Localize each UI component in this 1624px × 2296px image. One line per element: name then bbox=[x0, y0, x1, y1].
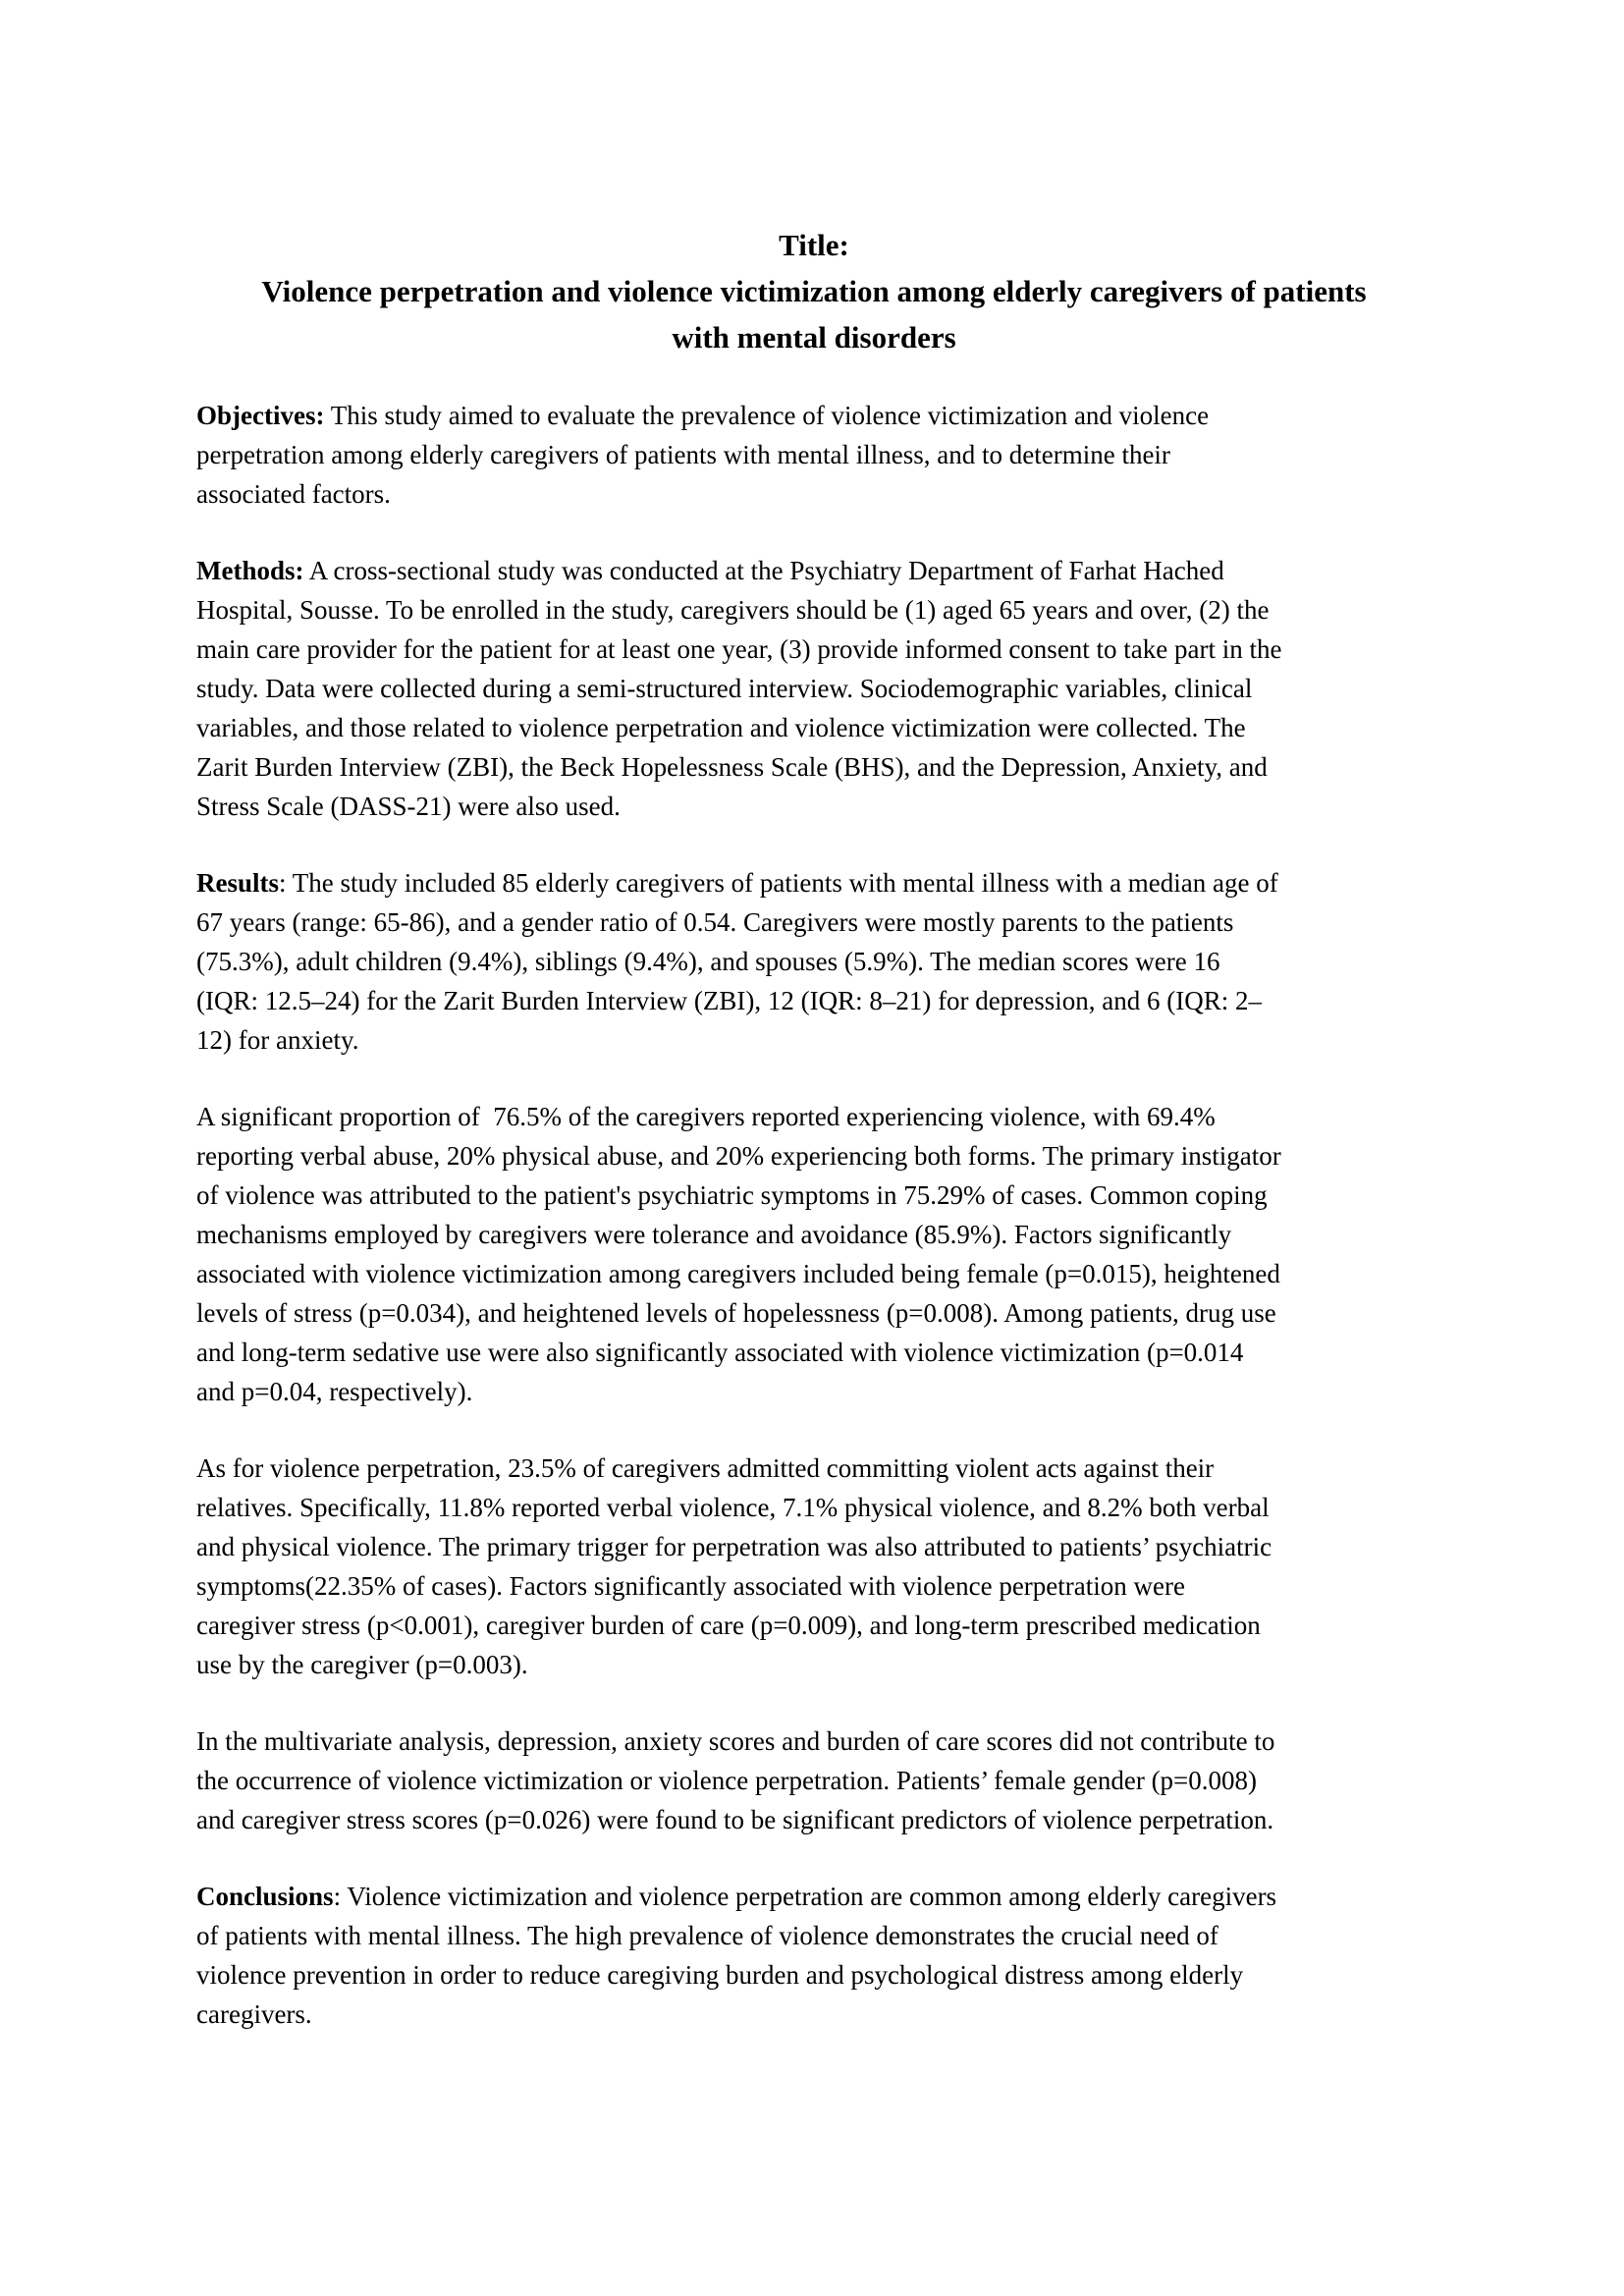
paragraph bbox=[196, 1097, 1432, 1411]
section-label: Conclusions bbox=[196, 1882, 334, 1911]
section-label: Results bbox=[196, 868, 280, 898]
abstract-body bbox=[196, 396, 1432, 2034]
text-line: study. Data were collected during a semi-structured interview. Sociodemographic variables, clinical bbox=[196, 674, 1253, 703]
abstract-content bbox=[196, 222, 1432, 2071]
text-line: 67 years (range: 65-86), and a gender ratio of 0.54. Caregivers were mostly parents to the patients bbox=[196, 907, 1234, 937]
text-line: and physical violence. The primary trigger for perpetration was also attributed to patients’ psychiatric bbox=[196, 1532, 1272, 1561]
text-line: Hospital, Sousse. To be enrolled in the study, caregivers should be (1) aged 65 years and over, (2) the bbox=[196, 595, 1270, 625]
text-line: levels of stress (p=0.034), and heightened levels of hopelessness (p=0.008). Among patients, drug use bbox=[196, 1298, 1276, 1328]
title-block bbox=[196, 222, 1432, 360]
text-line: Conclusions: Violence victimization and violence perpetration are common among elderly caregivers bbox=[196, 1882, 1277, 1911]
text-line: and long-term sedative use were also significantly associated with violence victimization (p=0.014 bbox=[196, 1338, 1244, 1367]
text-line: relatives. Specifically, 11.8% reported verbal violence, 7.1% physical violence, and 8.2% both verbal bbox=[196, 1493, 1270, 1522]
text-line: use by the caregiver (p=0.003). bbox=[196, 1650, 528, 1679]
title-line: Title: bbox=[779, 228, 849, 262]
text-line: caregivers. bbox=[196, 1999, 312, 2029]
paragraph bbox=[196, 1722, 1432, 1839]
text-line: and caregiver stress scores (p=0.026) were found to be significant predictors of violence perpetration. bbox=[196, 1805, 1274, 1834]
text-line: (75.3%), adult children (9.4%), siblings (9.4%), and spouses (5.9%). The median scores were 16 bbox=[196, 947, 1220, 976]
title-line: with mental disorders bbox=[672, 320, 956, 355]
text-line: A significant proportion of 76.5% of the caregivers reported experiencing violence, with 69.4% bbox=[196, 1102, 1216, 1131]
text-line: symptoms(22.35% of cases). Factors significantly associated with violence perpetration were bbox=[196, 1571, 1185, 1601]
text-line: caregiver stress (p<0.001), caregiver burden of care (p=0.009), and long-term prescribed medication bbox=[196, 1611, 1261, 1640]
text-line: the occurrence of violence victimization or violence perpetration. Patients’ female gender (p=0.008) bbox=[196, 1766, 1258, 1795]
text-line: associated with violence victimization among caregivers included being female (p=0.015), heightened bbox=[196, 1259, 1280, 1288]
section-label: Objectives: bbox=[196, 401, 325, 430]
text-line: Results: The study included 85 elderly caregivers of patients with mental illness with a median age of bbox=[196, 868, 1278, 898]
text-line: of patients with mental illness. The high prevalence of violence demonstrates the crucial need of bbox=[196, 1921, 1218, 1950]
paragraph bbox=[196, 1449, 1432, 1684]
paragraph bbox=[196, 863, 1432, 1060]
text-line: perpetration among elderly caregivers of patients with mental illness, and to determine their bbox=[196, 440, 1170, 469]
text-line: mechanisms employed by caregivers were tolerance and avoidance (85.9%). Factors significantly bbox=[196, 1220, 1232, 1249]
text-line: and p=0.04, respectively). bbox=[196, 1377, 473, 1406]
text-line: reporting verbal abuse, 20% physical abuse, and 20% experiencing both forms. The primary instigator bbox=[196, 1141, 1281, 1171]
paragraph bbox=[196, 396, 1432, 514]
paragraph bbox=[196, 551, 1432, 826]
title-line: Violence perpetration and violence victimization among elderly caregivers of patients bbox=[261, 274, 1367, 308]
paragraph bbox=[196, 1877, 1432, 2034]
text-line: violence prevention in order to reduce caregiving burden and psychological distress among elderly bbox=[196, 1960, 1244, 1990]
text-line: (IQR: 12.5–24) for the Zarit Burden Interview (ZBI), 12 (IQR: 8–21) for depression, and 6 (IQR: 2– bbox=[196, 986, 1262, 1015]
text-line: Zarit Burden Interview (ZBI), the Beck Hopelessness Scale (BHS), and the Depression, Anxiety, and bbox=[196, 752, 1268, 782]
text-line: variables, and those related to violence perpetration and violence victimization were collected. The bbox=[196, 713, 1246, 742]
text-line: Objectives: This study aimed to evaluate the prevalence of violence victimization and violence bbox=[196, 401, 1210, 430]
text-line: associated factors. bbox=[196, 479, 391, 509]
text-line: 12) for anxiety. bbox=[196, 1025, 359, 1055]
text-line: of violence was attributed to the patient's psychiatric symptoms in 75.29% of cases. Common coping bbox=[196, 1180, 1268, 1210]
text-line: In the multivariate analysis, depression, anxiety scores and burden of care scores did not contribute to bbox=[196, 1726, 1275, 1756]
text-line: Methods: A cross-sectional study was conducted at the Psychiatry Department of Farhat Hached bbox=[196, 556, 1224, 585]
section-label: Methods: bbox=[196, 556, 304, 585]
text-line: Stress Scale (DASS-21) were also used. bbox=[196, 792, 621, 821]
text-line: As for violence perpetration, 23.5% of caregivers admitted committing violent acts against their bbox=[196, 1453, 1215, 1483]
text-line: main care provider for the patient for at least one year, (3) provide informed consent to take part in the bbox=[196, 634, 1282, 664]
